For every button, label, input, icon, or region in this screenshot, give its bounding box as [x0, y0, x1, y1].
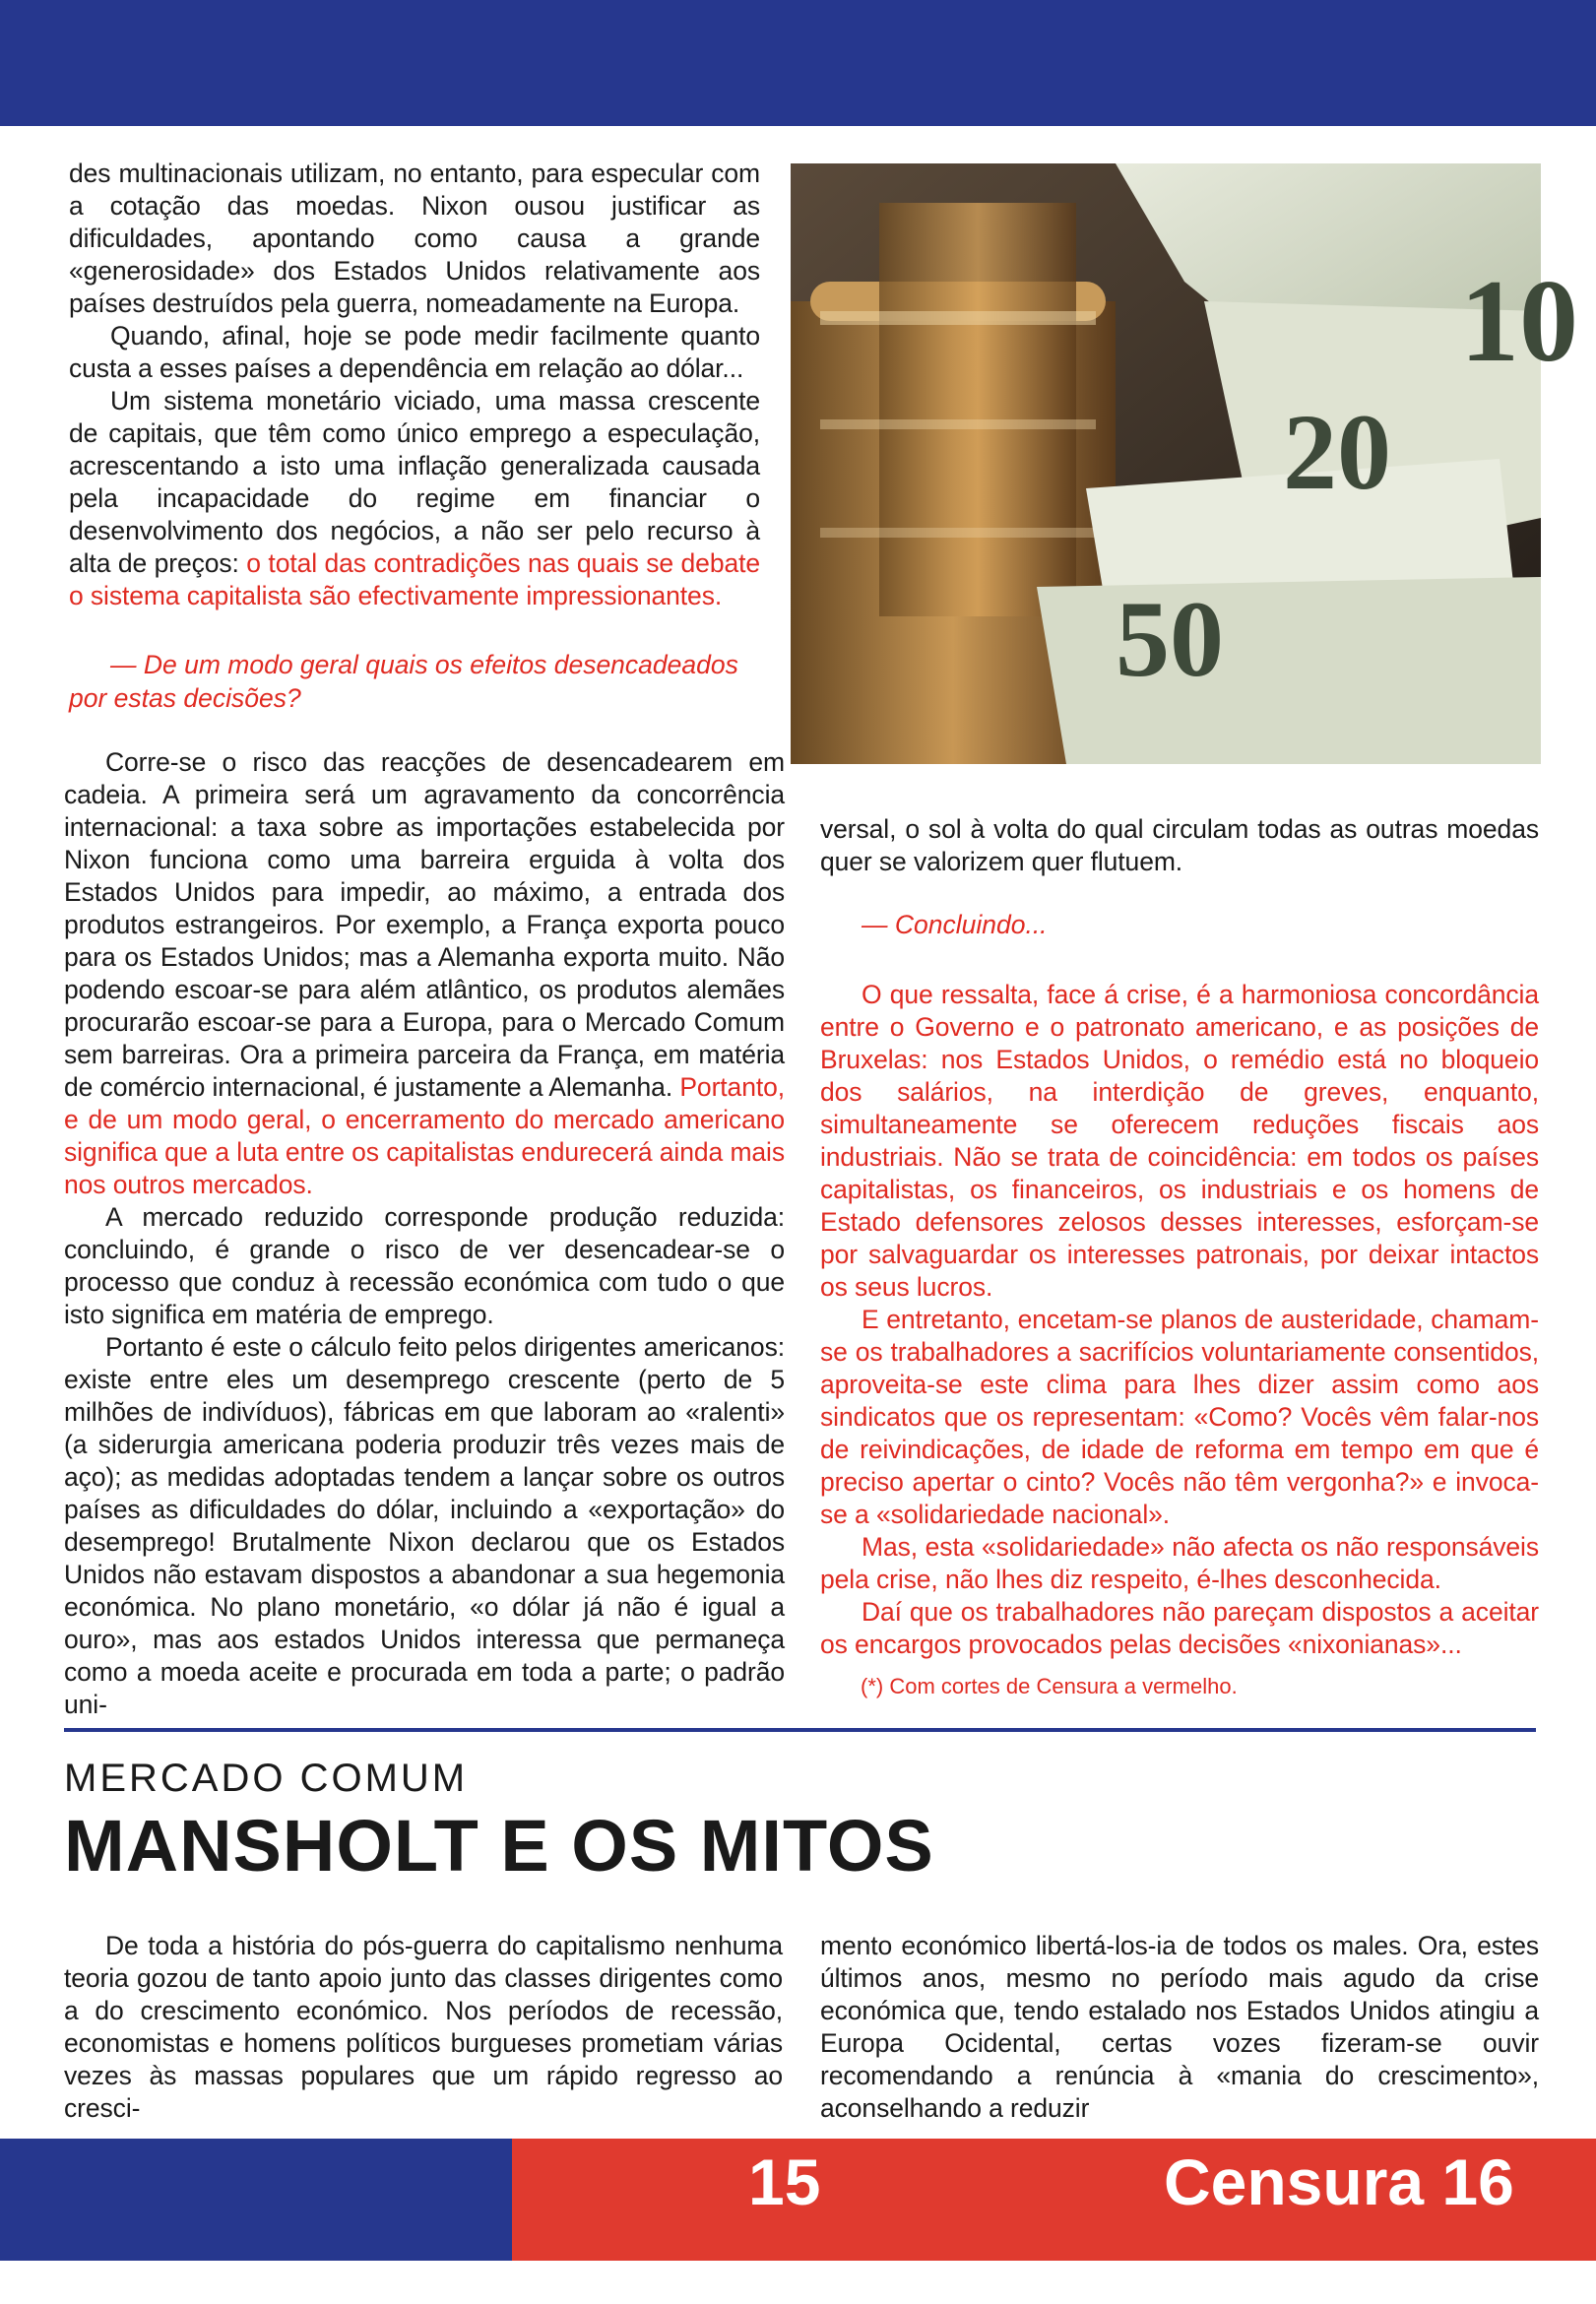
body-paragraph: des multinacionais utilizam, no entanto, para especular com a cotação das moedas. Nixon ousou justificar as dificuldades, apontando como causa a grande «generosidade» dos Estados Unidos relativamente aos países destruídos pela guerra, nomeadamente na Europa.	[69, 159, 760, 318]
publication-name: Censura 16	[1164, 2145, 1514, 2218]
banknote-20-label: 20	[1283, 392, 1391, 512]
paragraph-text: Um sistema monetário viciado, uma massa crescente de capitais, que têm como único emprego a especulação, acrescentando a isto uma inflação generalizada causada pela incapacidade do regime em financiar o desenvolvimento dos negócios, a não ser pelo recurso à alta de preços:	[69, 386, 760, 578]
paragraph-text: Corre-se o risco das reacções de desencadearem em cadeia. A primeira será um agravamento da concorrência internacional: a taxa sobre as importações estabelecida por Nixon funciona como uma barreira erguida à volta dos Estados Unidos para impedir, ao máximo, a entrada dos produtos estrangeiros. Por exemplo, a França exporta pouco para os Estados Unidos; mas a Alemanha exporta muito. Não podendo escoar-se para além atlântico, os produtos alemães procurarão escoar-se para a Europa, para o Mercado Comum sem barreiras. Ora a primeira parceira da França, em matéria de comércio internacional, é justamente a Alemanha.	[64, 747, 785, 1102]
body-paragraph	[69, 385, 760, 612]
censored-text: Portanto, e de um modo geral, o encerramento do mercado americano significa que a luta entre os capitalistas endurecerá ainda mais nos outros mercados.	[64, 1072, 785, 1199]
body-paragraph: mento económico libertá-los-ia de todos os males. Ora, estes últimos anos, mesmo no período mais agudo da crise económica que, tendo estalado nos Estados Unidos atingiu a Europa Ocidental, certas vozes fizeram-se ouvir recomendando a renúncia à «mania do crescimento», aconselhando a reduzir	[820, 1931, 1539, 2123]
concluding-heading: — Concluindo...	[862, 910, 1048, 939]
body-paragraph: De toda a história do pós-guerra do capitalismo nenhuma teoria gozou de tanto apoio junto das classes dirigentes como a do crescimento económico. Nos períodos de recessão, economistas e homens políticos burgueses prometiam várias vezes às massas populares que um rápido regresso ao cresci-	[64, 1931, 783, 2123]
banknote-50-label: 50	[1116, 579, 1224, 699]
money-photo	[791, 163, 1578, 764]
right-column	[820, 813, 1539, 1661]
article2-left-column	[64, 1930, 783, 2125]
banknote-10-label: 10	[1460, 255, 1578, 386]
top-color-band	[0, 0, 1596, 126]
coins-and-banknotes-image	[791, 163, 1578, 764]
article2-right-column	[820, 1930, 1539, 2125]
section-kicker: MERCADO COMUM	[64, 1757, 469, 1800]
left-column	[69, 158, 760, 715]
body-paragraph: A mercado reduzido corresponde produção reduzida: concluindo, é grande o risco de ver desencadear-se o processo que conduz à recessão económica com tudo o que isto significa em matéria de emprego.	[64, 1202, 785, 1329]
body-paragraph: Portanto é este o cálculo feito pelos dirigentes americanos: existe entre eles um desemprego crescente (perto de 5 milhões de indivíduos), fábricas em que laboram ao «ralenti» (a siderurgia americana poderia produzir três vezes mais de aço); as medidas adoptadas tendem a lançar sobre os outros países as dificuldades do dólar, incluindo a «exportação» do desemprego! Brutalmente Nixon declarou que os Estados Unidos não estavam dispostos a abandonar a sua hegemonia económica. No plano monetário, «o dólar já não é igual a ouro», mas aos estados Unidos interessa que permaneça como a moeda aceite e procurada em toda a parte; o padrão uni-	[64, 1332, 785, 1719]
censored-paragraph: Mas, esta «solidariedade» não afecta os não responsáveis pela crise, não lhes diz respeito, é-lhes desconhecida.	[820, 1532, 1539, 1594]
section-divider	[64, 1728, 1536, 1732]
censored-paragraph: O que ressalta, face á crise, é a harmoniosa concordância entre o Governo e o patronato americano, e as posições de Bruxelas: nos Estados Unidos, o remédio está no bloqueio dos salários, na interdição de greves, enquanto, simultaneamente se oferecem reduções fiscais aos industriais. Não se trata de coincidência: em todos os países capitalistas, os financeiros, os industriais e os homens de Estado defensores zelosos desses interesses, esforçam-se por salvaguardar os interesses patronais, por deixar intactos os seus lucros.	[820, 980, 1539, 1302]
left-column-continued	[64, 746, 785, 1721]
footnote: (*) Com cortes de Censura a vermelho.	[861, 1674, 1238, 1698]
censored-paragraph: Daí que os trabalhadores não pareçam dispostos a aceitar os encargos provocados pelas decisões «nixonianas»...	[820, 1597, 1539, 1659]
interview-question: — De um modo geral quais os efeitos desencadeados por estas decisões?	[69, 650, 738, 713]
body-paragraph: Quando, afinal, hoje se pode medir facilmente quanto custa a esses países a dependência em relação ao dólar...	[69, 321, 760, 383]
censored-paragraph: E entretanto, encetam-se planos de austeridade, chamam-se os trabalhadores a sacrifícios voluntariamente consentidos, aproveita-se este clima para lhes dizer assim como aos sindicatos que os representam: «Como? Vocês vêm falar-nos de reivindicações, de idade de reforma em tempo em que é preciso apertar o cinto? Vocês não têm vergonha?» e invoca-se a «solidariedade nacional».	[820, 1305, 1539, 1529]
article-headline: MANSHOLT E OS MITOS	[64, 1805, 934, 1887]
body-paragraph	[64, 746, 785, 1201]
body-paragraph: versal, o sol à volta do qual circulam todas as outras moedas quer se valorizem quer flutuem.	[820, 814, 1539, 876]
page-number: 15	[748, 2145, 821, 2218]
censored-text: o total das contradições nas quais se debate o sistema capitalista são efectivamente impressionantes.	[69, 548, 760, 610]
